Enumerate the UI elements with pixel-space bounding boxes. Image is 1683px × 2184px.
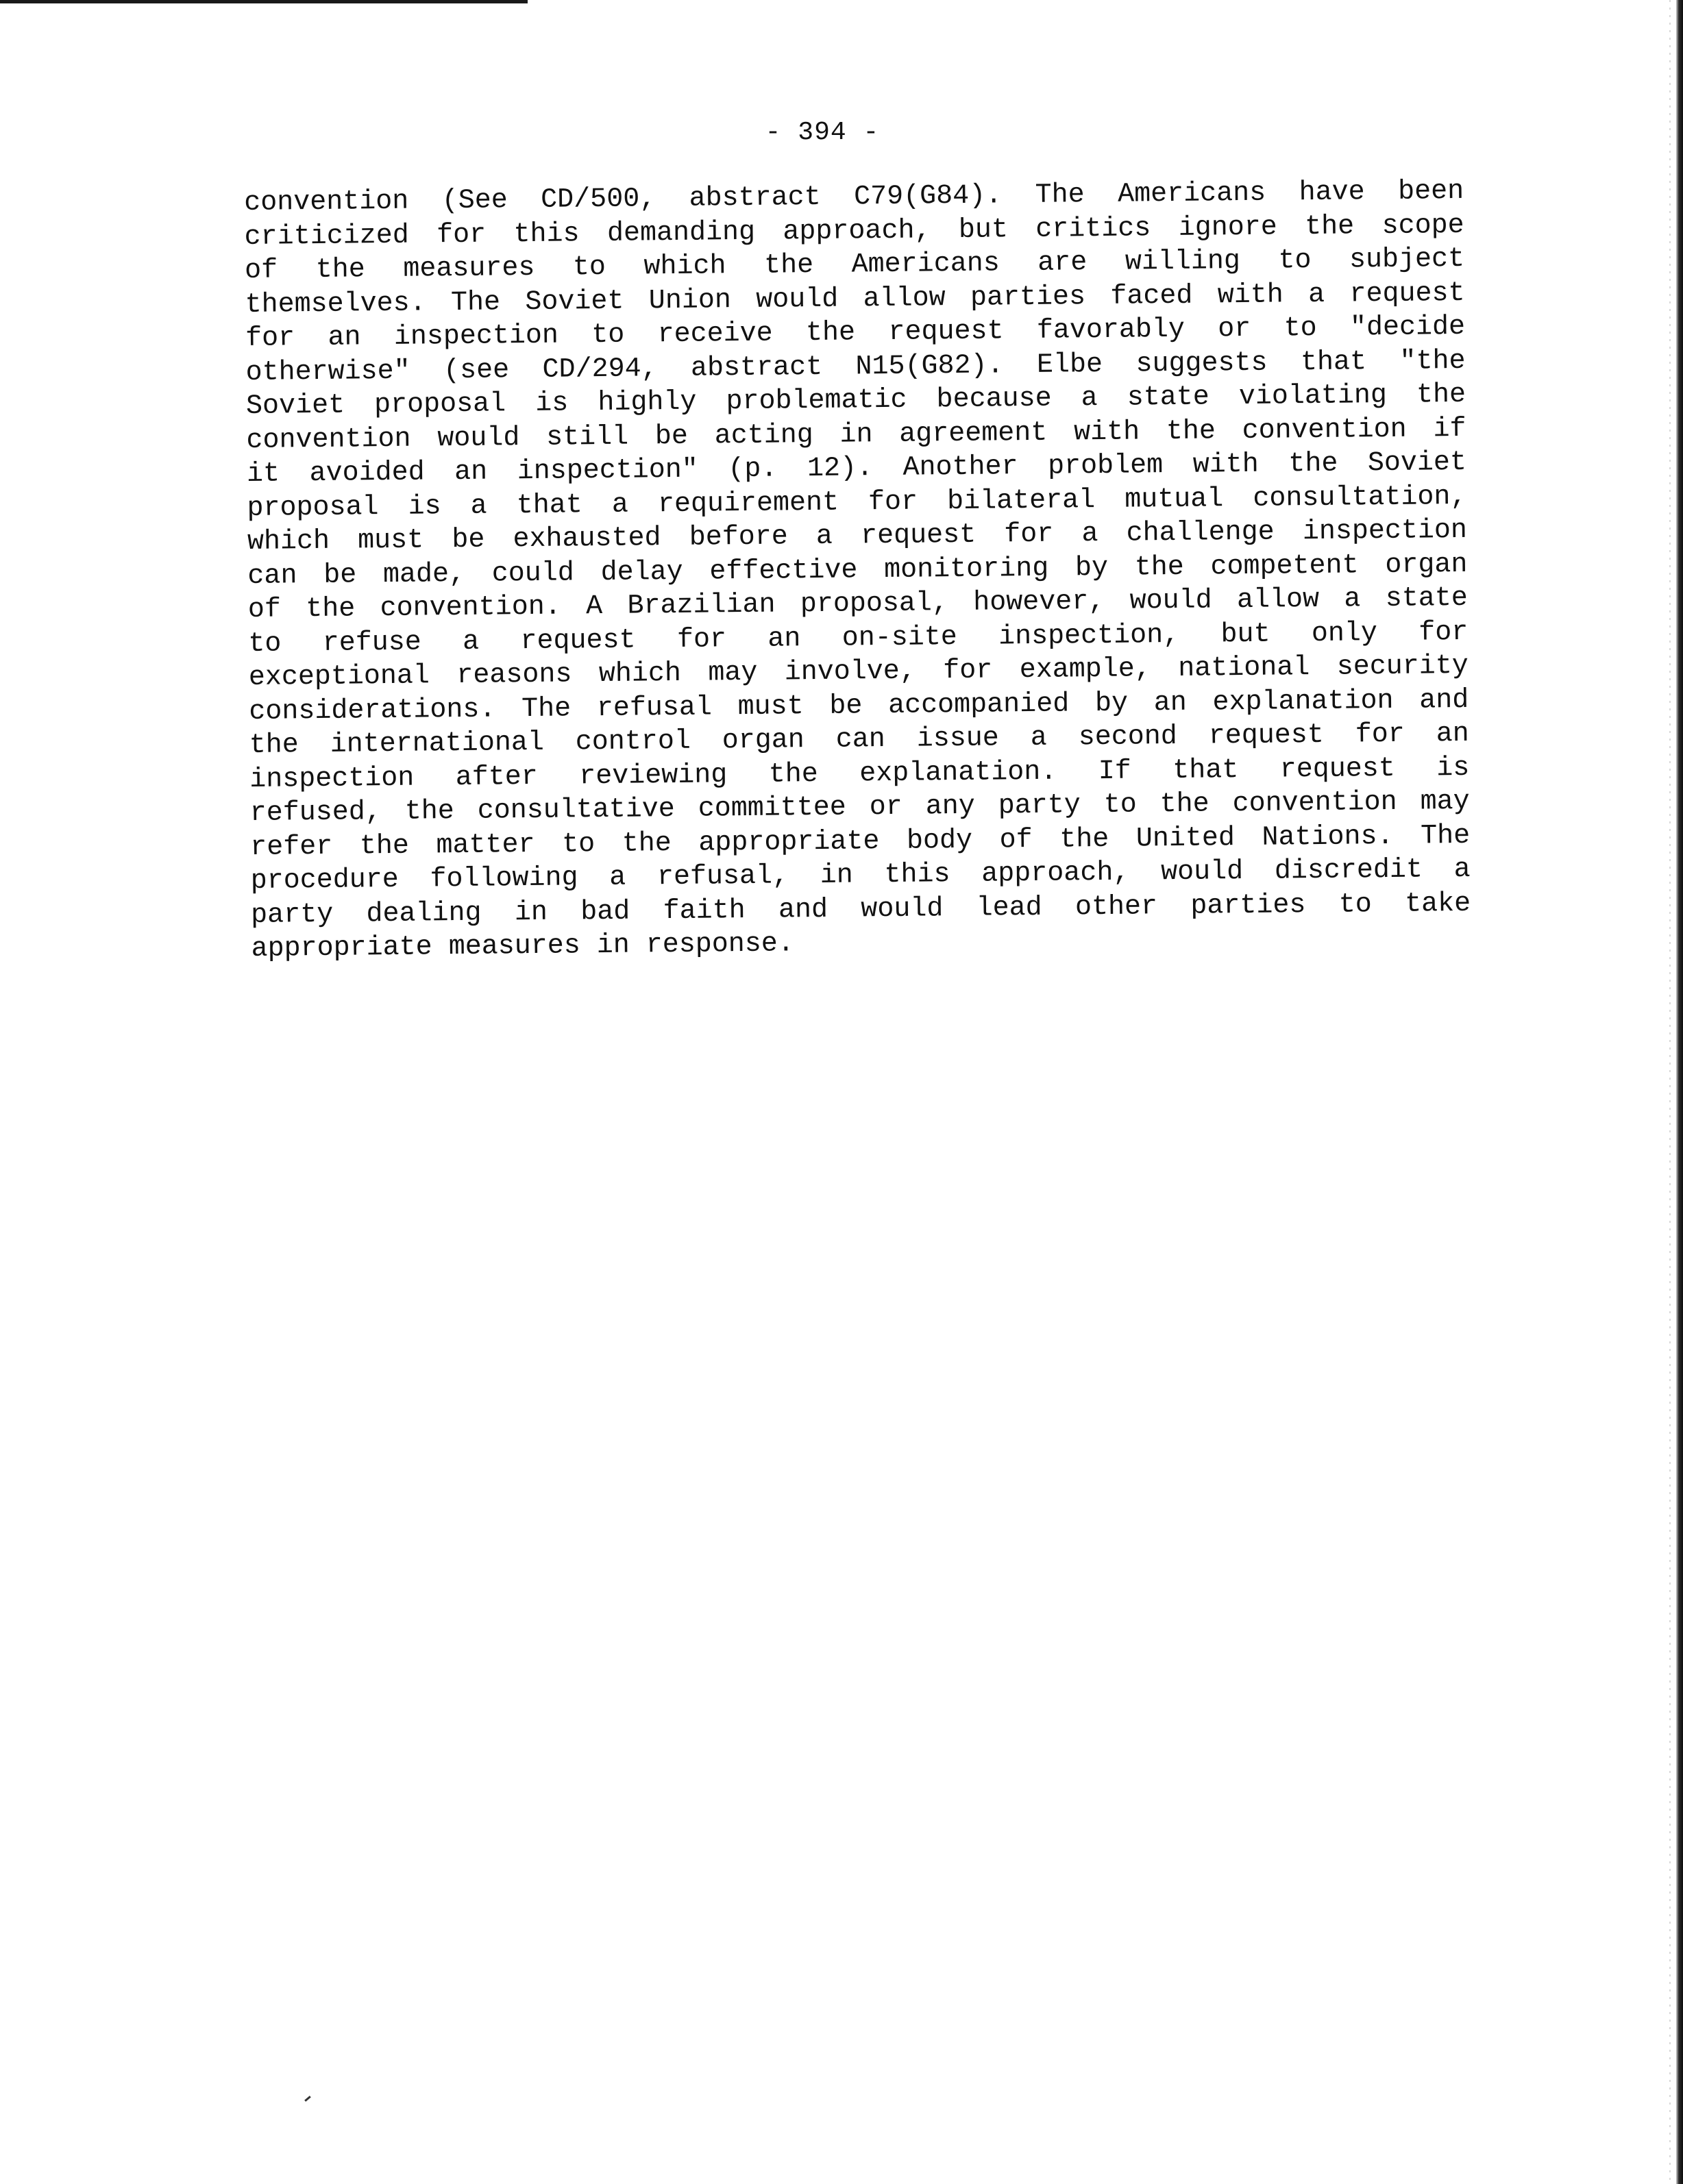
text-line: refused, the consultative committee or any party to the convention may xyxy=(249,786,1470,829)
text-line: convention would still be acting in agreement with the convention if xyxy=(246,413,1466,456)
text-line: for an inspection to receive the request favorably or to "decide xyxy=(245,311,1466,354)
text-line: themselves. The Soviet Union would allow parties faced with a request xyxy=(245,277,1465,321)
text-line: refer the matter to the appropriate body of the United Nations. The xyxy=(250,820,1471,863)
text-line: inspection after reviewing the explanation. If that request is xyxy=(249,752,1470,795)
scan-edge-speckle xyxy=(1669,0,1671,2184)
text-line: Soviet proposal is highly problematic because a state violating the xyxy=(245,379,1466,422)
text-line: of the measures to which the Americans are willing to subject xyxy=(244,243,1465,286)
text-line: convention (See CD/500, abstract C79(G84). The Americans have been xyxy=(244,175,1464,219)
text-line: can be made, could delay effective monitoring by the competent organ xyxy=(247,549,1468,592)
text-line: procedure following a refusal, in this approach, would discredit a xyxy=(250,854,1471,897)
scan-right-edge xyxy=(1676,0,1683,2184)
text-line: which must be exhausted before a request for a challenge inspection xyxy=(247,514,1468,558)
text-line: of the convention. A Brazilian proposal, however, would allow a state xyxy=(247,582,1469,625)
text-line: considerations. The refusal must be accompanied by an explanation and xyxy=(249,684,1469,728)
scan-stray-mark xyxy=(304,2096,311,2102)
text-line: otherwise" (see CD/294, abstract N15(G82). Elbe suggests that "the xyxy=(245,345,1466,388)
text-line: appropriate measures in response. xyxy=(251,928,795,965)
text-line: party dealing in bad faith and would lead other parties to take xyxy=(250,888,1471,931)
page-number: - 394 - xyxy=(765,118,880,147)
text-line: to refuse a request for an on-site inspection, but only for xyxy=(248,617,1469,660)
body-paragraph xyxy=(244,175,1471,967)
text-line: criticized for this demanding approach, but critics ignore the scope xyxy=(244,210,1464,253)
text-line: the international control organ can issue a second request for an xyxy=(249,718,1469,761)
scan-top-rule xyxy=(0,0,528,3)
text-line: it avoided an inspection" (p. 12). Another problem with the Soviet xyxy=(246,447,1467,490)
text-line: exceptional reasons which may involve, for example, national security xyxy=(248,650,1469,693)
text-line: proposal is a that a requirement for bilateral mutual consultation, xyxy=(247,481,1467,524)
